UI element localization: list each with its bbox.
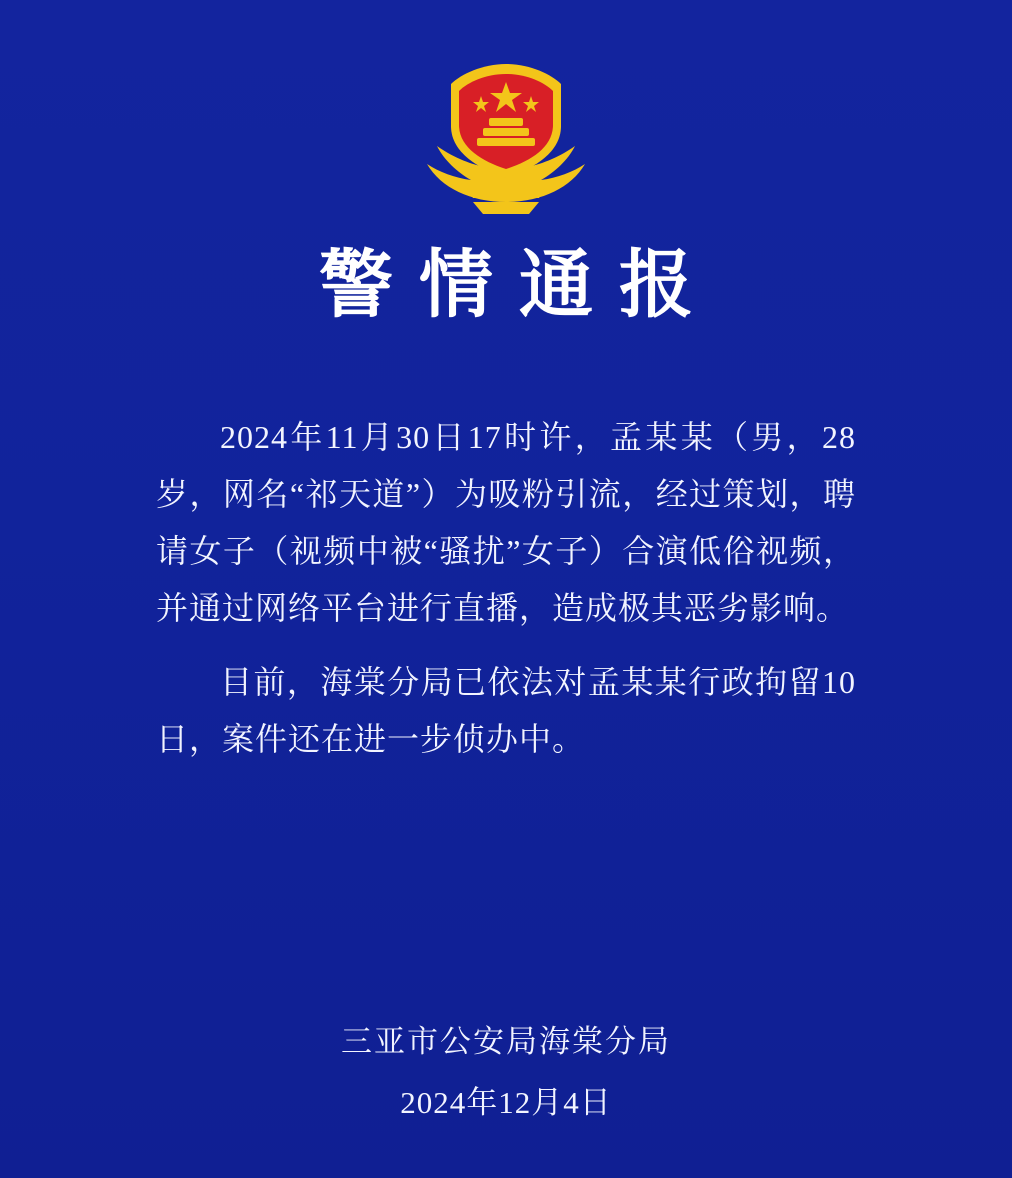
notice-body <box>156 409 856 787</box>
notice-paragraph-1: 2024年11月30日17时许，孟某某（男，28岁，网名“祁天道”）为吸粉引流，经过策划，聘请女子（视频中被“骚扰”女子）合演低俗视频，并通过网络平台进行直播，造成极其恶劣影响。 <box>156 418 856 626</box>
issue-date: 2024年12月4日 <box>400 1085 612 1120</box>
notice-paragraph-2: 目前，海棠分局已依法对孟某某行政拘留10日，案件还在进一步侦办中。 <box>156 664 856 758</box>
police-badge-emblem-icon <box>411 52 601 222</box>
page-title: 警情通报 <box>319 245 719 327</box>
issuing-organization: 三亚市公安局海棠分局 <box>341 1024 671 1059</box>
notice-footer <box>0 1016 1012 1122</box>
